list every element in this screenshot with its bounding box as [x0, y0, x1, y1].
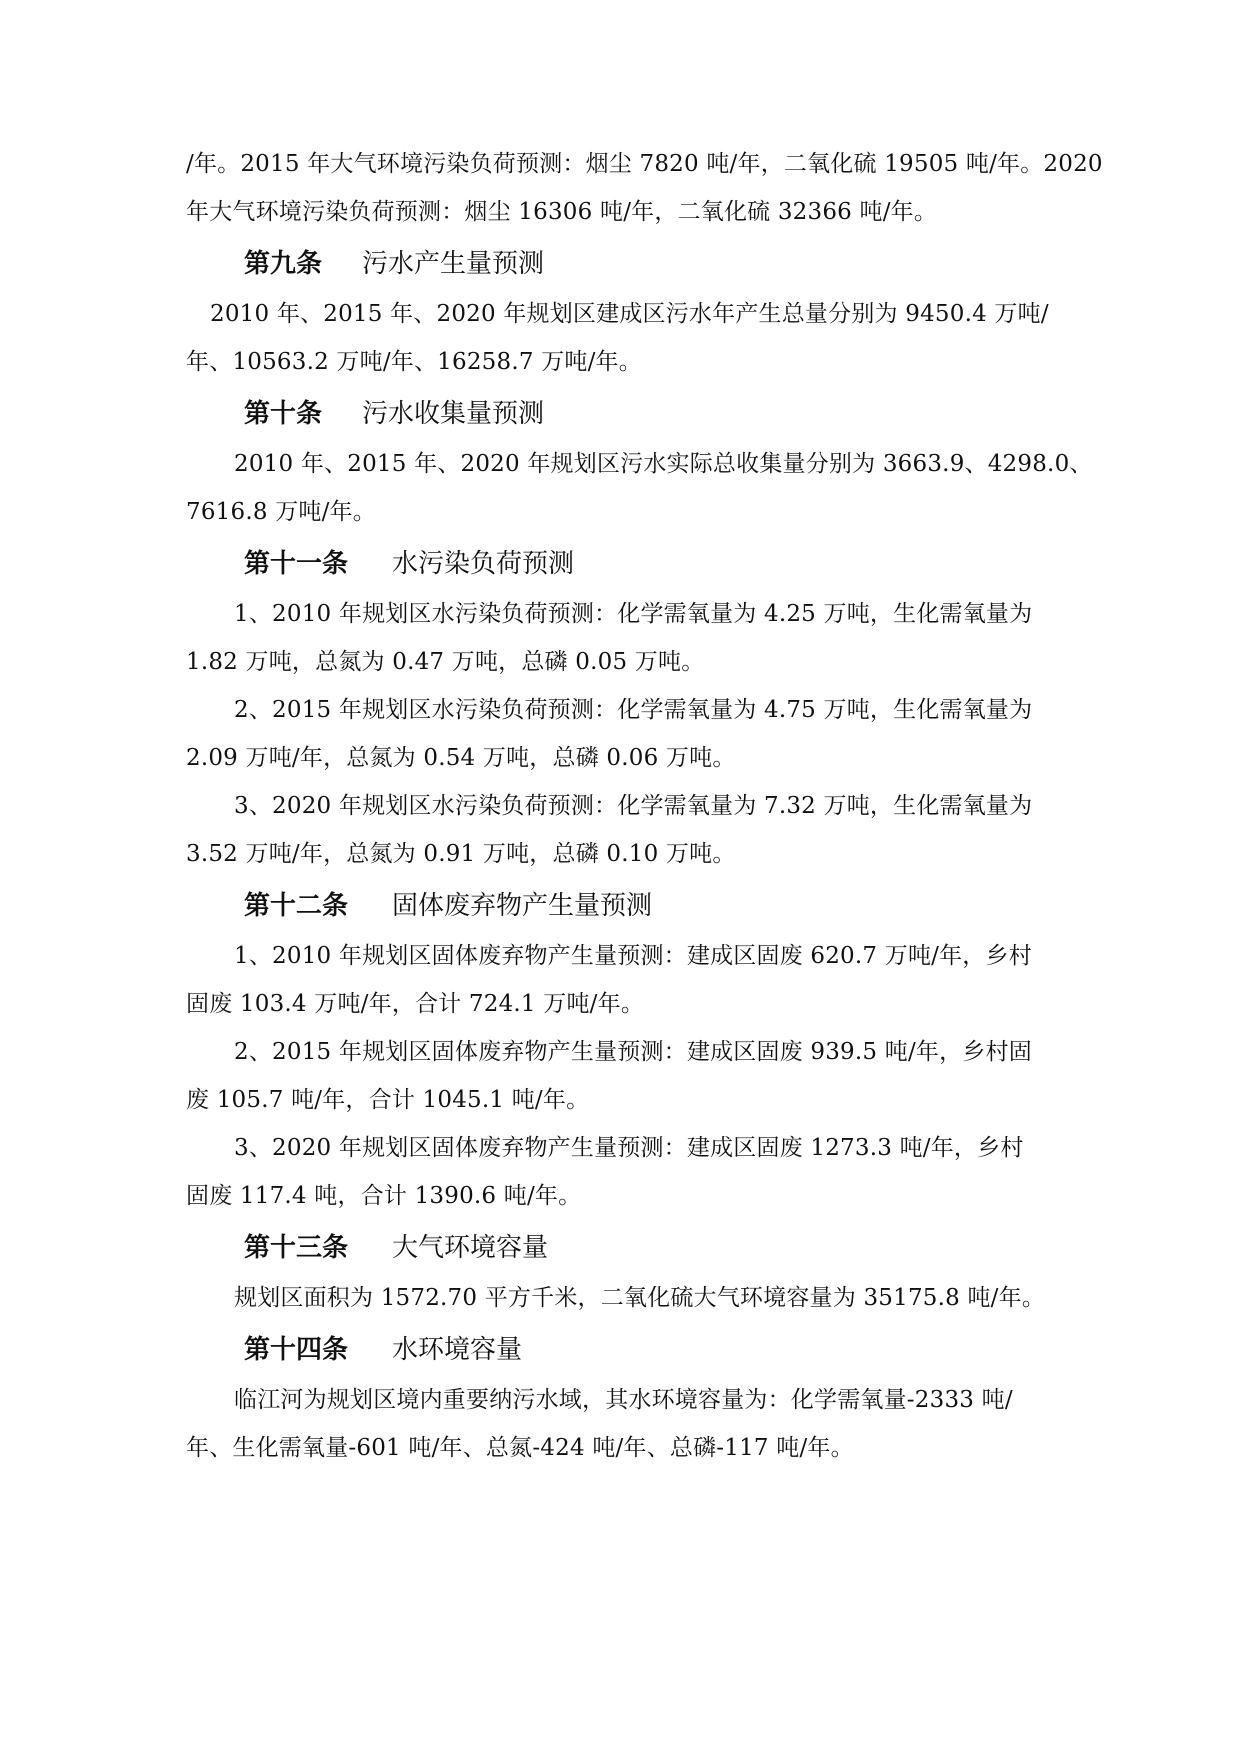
text-line: 1、2010 年规划区水污染负荷预测：化学需氧量为 4.25 万吨，生化需氧量为 [234, 601, 1033, 627]
intro-paragraph [186, 140, 1103, 236]
article-paragraph [186, 1376, 1066, 1472]
article-paragraph [186, 440, 1093, 536]
article-number: 第九条 [244, 249, 323, 279]
text-line: 年大气环境污染负荷预测：烟尘 16306 吨/年，二氧化硫 32366 吨/年。 [186, 199, 938, 225]
text-line: 7616.8 万吨/年。 [186, 499, 376, 525]
article-number: 第十二条 [244, 891, 349, 921]
text-line: 固废 117.4 吨，合计 1390.6 吨/年。 [186, 1183, 582, 1209]
text-line: 3、2020 年规划区水污染负荷预测：化学需氧量为 7.32 万吨，生化需氧量为 [234, 793, 1033, 819]
article-title: 水环境容量 [392, 1335, 523, 1365]
article-paragraph [186, 1274, 1066, 1322]
article-paragraph [186, 290, 1066, 386]
article-paragraph [186, 686, 1066, 782]
text-line: 2、2015 年规划区水污染负荷预测：化学需氧量为 4.75 万吨，生化需氧量为 [234, 697, 1033, 723]
article-number: 第十一条 [244, 549, 349, 579]
article-heading [186, 394, 1066, 434]
article-title: 大气环境容量 [392, 1233, 549, 1263]
text-line: 废 105.7 吨/年，合计 1045.1 吨/年。 [186, 1087, 590, 1113]
text-line: 3、2020 年规划区固体废弃物产生量预测：建成区固废 1273.3 吨/年，乡村 [234, 1135, 1024, 1161]
article-heading [186, 1228, 1066, 1268]
text-line: 1、2010 年规划区固体废弃物产生量预测：建成区固废 620.7 万吨/年，乡村 [234, 943, 1032, 969]
article-paragraph [186, 932, 1066, 1028]
article-title: 固体废弃物产生量预测 [392, 891, 653, 921]
text-line: 年、10563.2 万吨/年、16258.7 万吨/年。 [186, 349, 642, 375]
article-title: 污水产生量预测 [362, 249, 545, 279]
article-title: 污水收集量预测 [362, 399, 545, 429]
article-number: 第十三条 [244, 1233, 349, 1263]
article-number: 第十条 [244, 399, 323, 429]
text-line: 2010 年、2015 年、2020 年规划区污水实际总收集量分别为 3663.9、4298.0、 [234, 451, 1093, 477]
text-line: /年。2015 年大气环境污染负荷预测：烟尘 7820 吨/年，二氧化硫 19505 吨/年。2020 [186, 151, 1103, 177]
article-heading [186, 244, 1066, 284]
article-paragraph [186, 1028, 1066, 1124]
article-paragraph [186, 1124, 1066, 1220]
text-line: 1.82 万吨，总氮为 0.47 万吨，总磷 0.05 万吨。 [186, 649, 705, 675]
document-body [186, 140, 1103, 1472]
text-line: 规划区面积为 1572.70 平方千米，二氧化硫大气环境容量为 35175.8 吨/年。 [234, 1285, 1046, 1311]
article-title: 水污染负荷预测 [392, 549, 575, 579]
article-heading [186, 544, 1066, 584]
text-line: 2010 年、2015 年、2020 年规划区建成区污水年产生总量分别为 9450.4 万吨/ [210, 301, 1049, 327]
article-number: 第十四条 [244, 1335, 349, 1365]
article-heading [186, 1330, 1066, 1370]
text-line: 固废 103.4 万吨/年，合计 724.1 万吨/年。 [186, 991, 645, 1017]
text-line: 2.09 万吨/年，总氮为 0.54 万吨，总磷 0.06 万吨。 [186, 745, 736, 771]
text-line: 年、生化需氧量-601 吨/年、总氮-424 吨/年、总磷-117 吨/年。 [186, 1435, 854, 1461]
article-paragraph [186, 590, 1066, 686]
article-heading [186, 886, 1066, 926]
text-line: 临江河为规划区境内重要纳污水域，其水环境容量为：化学需氧量-2333 吨/ [234, 1387, 1013, 1413]
text-line: 3.52 万吨/年，总氮为 0.91 万吨，总磷 0.10 万吨。 [186, 841, 736, 867]
article-paragraph [186, 782, 1066, 878]
text-line: 2、2015 年规划区固体废弃物产生量预测：建成区固废 939.5 吨/年，乡村固 [234, 1039, 1032, 1065]
